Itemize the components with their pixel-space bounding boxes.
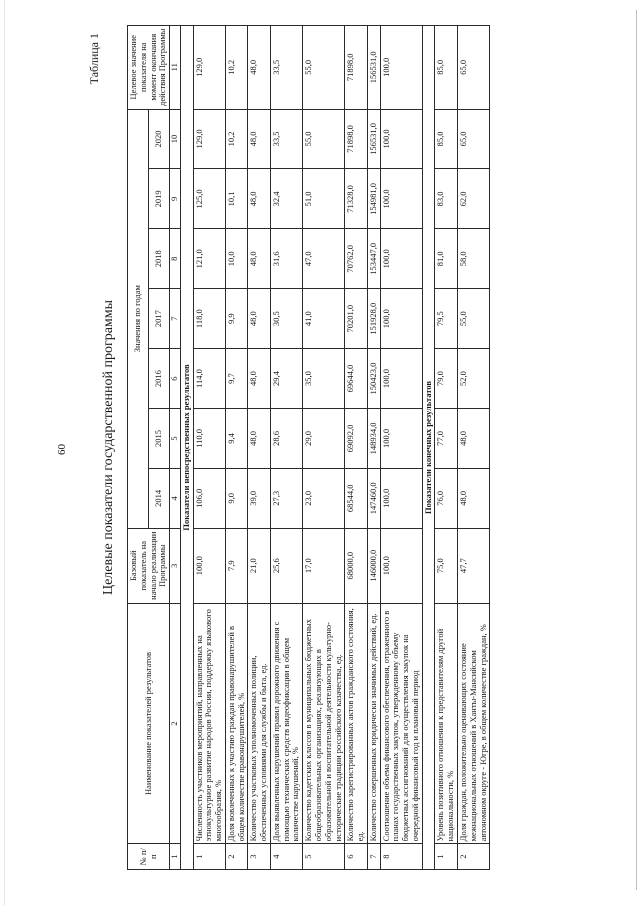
header-year: 2018 bbox=[149, 229, 170, 289]
year-value: 129,0 bbox=[193, 109, 225, 169]
year-value: 55,0 bbox=[303, 109, 345, 169]
year-value: 51,0 bbox=[303, 169, 345, 229]
section-title-direct: Показатели непосредственных результатов bbox=[180, 26, 193, 870]
target-value: 65,0 bbox=[457, 26, 489, 110]
column-number: 4 bbox=[170, 468, 181, 528]
year-value: 52,0 bbox=[457, 349, 489, 409]
year-value: 125,0 bbox=[193, 169, 225, 229]
header-year: 2020 bbox=[149, 109, 170, 169]
scan-edge-left bbox=[4, 0, 5, 905]
table-row bbox=[435, 26, 458, 870]
year-value: 48,0 bbox=[248, 349, 271, 409]
header-year: 2017 bbox=[149, 289, 170, 349]
table-label: Таблица 1 bbox=[87, 33, 101, 85]
row-number: 2 bbox=[457, 844, 489, 870]
base-value: 25,6 bbox=[270, 528, 302, 603]
year-value: 29,0 bbox=[303, 409, 345, 469]
column-number: 1 bbox=[170, 844, 181, 870]
row-number: 5 bbox=[303, 844, 345, 870]
year-value: 150423,0 bbox=[367, 349, 380, 409]
year-value: 29,4 bbox=[270, 349, 302, 409]
year-value: 10,1 bbox=[225, 169, 248, 229]
indicator-name: Соотношение объема финансового обеспечения, отраженного в планах государственных закупок, утвержденному объему бюджетных ассигнований для осуществления закупок на очередной финансовый год и плановый период bbox=[380, 603, 422, 844]
indicator-name: Количество совершенных юридически значимых действий, ед. bbox=[367, 603, 380, 844]
year-value: 147460,0 bbox=[367, 468, 380, 528]
header-target: Целевое значение показателя на момент окончания действия Программы bbox=[128, 26, 170, 110]
indicator-name: Численность участников мероприятий, направленных на этнокультурное развитие народов России, поддержку языкового многообразия, % bbox=[193, 603, 225, 844]
indicators-table bbox=[127, 25, 490, 870]
year-value: 10,2 bbox=[225, 109, 248, 169]
table-row bbox=[270, 26, 302, 870]
indicator-name: Уровень позитивного отношения к представителям другой национальности, % bbox=[435, 603, 458, 844]
column-number: 7 bbox=[170, 289, 181, 349]
year-value: 77,0 bbox=[435, 409, 458, 469]
year-value: 70201,0 bbox=[345, 289, 368, 349]
year-value: 48,0 bbox=[457, 468, 489, 528]
year-value: 58,0 bbox=[457, 229, 489, 289]
table-row bbox=[303, 26, 345, 870]
year-value: 27,3 bbox=[270, 468, 302, 528]
base-value: 21,0 bbox=[248, 528, 271, 603]
year-value: 83,0 bbox=[435, 169, 458, 229]
table-row bbox=[248, 26, 271, 870]
year-value: 71898,0 bbox=[345, 109, 368, 169]
table-row bbox=[345, 26, 368, 870]
year-value: 100,0 bbox=[380, 289, 422, 349]
year-value: 62,0 bbox=[457, 169, 489, 229]
year-value: 121,0 bbox=[193, 229, 225, 289]
year-value: 69092,0 bbox=[345, 409, 368, 469]
target-value: 33,5 bbox=[270, 26, 302, 110]
year-value: 65,0 bbox=[457, 109, 489, 169]
year-value: 47,0 bbox=[303, 229, 345, 289]
base-value: 146000,0 bbox=[367, 528, 380, 603]
year-value: 114,0 bbox=[193, 349, 225, 409]
row-number: 6 bbox=[345, 844, 368, 870]
year-value: 9,9 bbox=[225, 289, 248, 349]
base-value: 7,9 bbox=[225, 528, 248, 603]
year-value: 71328,0 bbox=[345, 169, 368, 229]
year-value: 9,0 bbox=[225, 468, 248, 528]
column-number: 3 bbox=[170, 528, 181, 603]
column-number: 6 bbox=[170, 349, 181, 409]
table-row bbox=[193, 26, 225, 870]
header-base: Базовый показатель на начало реализации Программы bbox=[128, 528, 170, 603]
row-number: 7 bbox=[367, 844, 380, 870]
column-number: 5 bbox=[170, 409, 181, 469]
year-value: 10,0 bbox=[225, 229, 248, 289]
year-value: 48,0 bbox=[248, 409, 271, 469]
column-number: 11 bbox=[170, 26, 181, 110]
table-row bbox=[457, 26, 489, 870]
target-value: 48,0 bbox=[248, 26, 271, 110]
year-value: 39,0 bbox=[248, 468, 271, 528]
year-value: 31,6 bbox=[270, 229, 302, 289]
target-value: 55,0 bbox=[303, 26, 345, 110]
target-value: 129,0 bbox=[193, 26, 225, 110]
year-value: 118,0 bbox=[193, 289, 225, 349]
year-value: 23,0 bbox=[303, 468, 345, 528]
year-value: 100,0 bbox=[380, 169, 422, 229]
header-year: 2016 bbox=[149, 349, 170, 409]
indicator-name: Доля вовлеченных к участию граждан правонарушителей в общем количестве правонарушителей, % bbox=[225, 603, 248, 844]
year-value: 48,0 bbox=[248, 229, 271, 289]
year-value: 79,0 bbox=[435, 349, 458, 409]
header-name: Наименование показателей результатов bbox=[128, 603, 170, 844]
target-value: 85,0 bbox=[435, 26, 458, 110]
base-value: 100,0 bbox=[193, 528, 225, 603]
table-row bbox=[380, 26, 422, 870]
year-value: 110,0 bbox=[193, 409, 225, 469]
indicator-name: Количество участковых уполномоченных полиции, обеспеченных условиями для службы и быта, ед. bbox=[248, 603, 271, 844]
header-year: 2015 bbox=[149, 409, 170, 469]
scan-edge-right bbox=[636, 10, 637, 890]
indicator-name: Количество зарегистрированных актов гражданского состояния, ед. bbox=[345, 603, 368, 844]
column-number: 8 bbox=[170, 229, 181, 289]
year-value: 30,5 bbox=[270, 289, 302, 349]
row-number: 8 bbox=[380, 844, 422, 870]
indicator-name: Доля выявленных нарушений правил дорожного движения с помощью технических средств видеофиксации в общем количестве нарушений, % bbox=[270, 603, 302, 844]
column-number: 2 bbox=[170, 603, 181, 844]
section-title-final: Показатели конечных результатов bbox=[422, 26, 435, 870]
base-value: 47,7 bbox=[457, 528, 489, 603]
year-value: 33,5 bbox=[270, 109, 302, 169]
year-value: 48,0 bbox=[248, 169, 271, 229]
year-value: 106,0 bbox=[193, 468, 225, 528]
year-value: 69644,0 bbox=[345, 349, 368, 409]
year-value: 148934,0 bbox=[367, 409, 380, 469]
base-value: 17,0 bbox=[303, 528, 345, 603]
year-value: 81,0 bbox=[435, 229, 458, 289]
table-row bbox=[367, 26, 380, 870]
year-value: 100,0 bbox=[380, 229, 422, 289]
row-number: 3 bbox=[248, 844, 271, 870]
year-value: 100,0 bbox=[380, 109, 422, 169]
column-number: 9 bbox=[170, 169, 181, 229]
year-value: 68544,0 bbox=[345, 468, 368, 528]
year-value: 9,7 bbox=[225, 349, 248, 409]
section-row-direct bbox=[180, 26, 193, 870]
header-years-group: Значения по годам bbox=[128, 109, 149, 528]
base-value: 68000,0 bbox=[345, 528, 368, 603]
table-row bbox=[225, 26, 248, 870]
table-heading: Целевые показатели государственной программы bbox=[101, 299, 116, 596]
year-value: 35,0 bbox=[303, 349, 345, 409]
column-number: 10 bbox=[170, 109, 181, 169]
year-value: 100,0 bbox=[380, 409, 422, 469]
year-value: 32,4 bbox=[270, 169, 302, 229]
header-num: № п/п bbox=[128, 844, 170, 870]
year-value: 154981,0 bbox=[367, 169, 380, 229]
year-value: 55,0 bbox=[457, 289, 489, 349]
row-number: 4 bbox=[270, 844, 302, 870]
year-value: 156531,0 bbox=[367, 109, 380, 169]
year-value: 41,0 bbox=[303, 289, 345, 349]
year-value: 76,0 bbox=[435, 468, 458, 528]
row-number: 1 bbox=[193, 844, 225, 870]
section-row-final bbox=[422, 26, 435, 870]
base-value: 75,0 bbox=[435, 528, 458, 603]
row-number: 2 bbox=[225, 844, 248, 870]
target-value: 10,2 bbox=[225, 26, 248, 110]
header-year: 2019 bbox=[149, 169, 170, 229]
row-number: 1 bbox=[435, 844, 458, 870]
year-value: 48,0 bbox=[248, 109, 271, 169]
year-value: 48,0 bbox=[457, 409, 489, 469]
target-value: 156531,0 bbox=[367, 26, 380, 110]
page-number: 60 bbox=[56, 444, 68, 455]
header-year: 2014 bbox=[149, 468, 170, 528]
year-value: 153447,0 bbox=[367, 229, 380, 289]
table-body bbox=[180, 26, 489, 870]
year-value: 70762,0 bbox=[345, 229, 368, 289]
year-value: 85,0 bbox=[435, 109, 458, 169]
base-value: 100,0 bbox=[380, 528, 422, 603]
column-number-row bbox=[170, 26, 181, 870]
year-value: 100,0 bbox=[380, 468, 422, 528]
year-value: 100,0 bbox=[380, 349, 422, 409]
indicator-name: Количество кадетских классов в муниципальных бюджетных общеобразовательных организациях, реализующих в образовательной и воспитательной деятельности культурно-исторические традиции российского казачества, ед. bbox=[303, 603, 345, 844]
year-value: 9,4 bbox=[225, 409, 248, 469]
target-value: 100,0 bbox=[380, 26, 422, 110]
rotated-page-content bbox=[85, 25, 625, 870]
indicator-name: Доля граждан, положительно оценивающих состояние межнациональных отношений в Ханты-Мансийском автономном округе - Югре, в общем количестве граждан, % bbox=[457, 603, 489, 844]
header-row bbox=[128, 26, 149, 870]
year-value: 28,6 bbox=[270, 409, 302, 469]
year-value: 48,0 bbox=[248, 289, 271, 349]
year-value: 79,5 bbox=[435, 289, 458, 349]
year-value: 151928,0 bbox=[367, 289, 380, 349]
target-value: 71898,0 bbox=[345, 26, 368, 110]
